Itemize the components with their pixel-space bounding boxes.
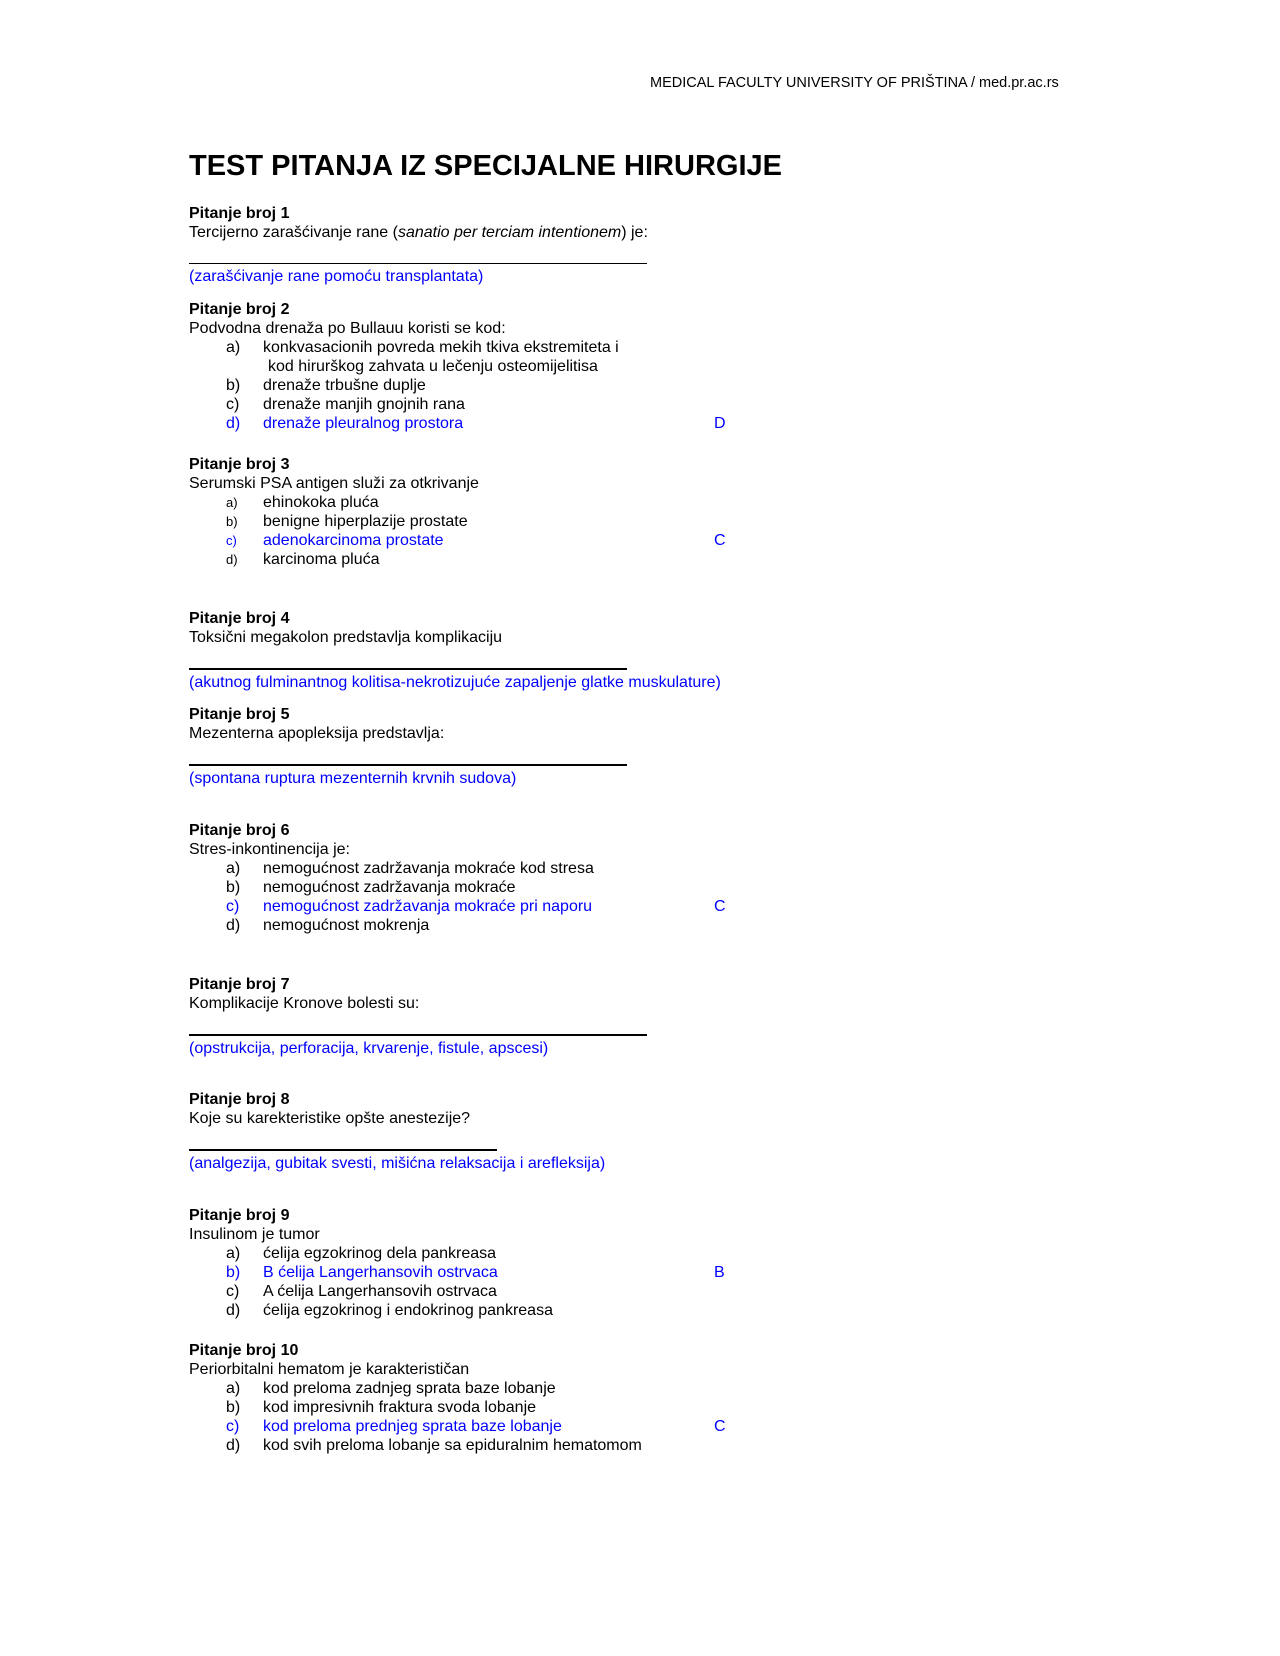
question-title: Pitanje broj 9 [189,1207,290,1224]
question-text: Koje su karekteristike opšte anestezije? [189,1110,471,1127]
option-b: b) B ćelija Langerhansovih ostrvaca B [226,1264,725,1281]
option-d: d) nemogućnost mokrenja [226,917,430,934]
question-text: Stres-inkontinencija je: [189,841,350,858]
option-c: c) adenokarcinoma prostate C [226,532,726,549]
question-text: Mezenterna apopleksija predstavlja: [189,725,445,742]
answer-blank-line [189,668,627,670]
question-3 [189,455,1089,569]
option-d: d) ćelija egzokrinog i endokrinog pankreasa [226,1302,553,1319]
option-d: d) kod svih preloma lobanje sa epiduralnim hematomom [226,1437,642,1454]
answer-key: D [714,415,726,432]
option-c: c) drenaže manjih gnojnih rana [226,396,465,413]
question-title: Pitanje broj 4 [189,610,290,627]
answer-key: C [714,898,726,915]
question-text: Insulinom je tumor [189,1226,320,1243]
question-title: Pitanje broj 1 [189,205,290,222]
answer-text: (analgezija, gubitak svesti, mišićna relaksacija i arefleksija) [189,1155,606,1172]
question-text: Tercijerno zarašćivanje rane (sanatio per terciam intentionem) je: [189,224,648,241]
option-c: c) kod preloma prednjeg sprata baze lobanje C [226,1418,726,1435]
question-8 [189,1090,1089,1173]
question-1 [189,204,1089,286]
option-a: a) ćelija egzokrinog dela pankreasa [226,1245,497,1262]
question-4 [189,609,1089,692]
question-10 [189,1341,1089,1455]
question-text: Komplikacije Kronove bolesti su: [189,995,420,1012]
option-c: c) A ćelija Langerhansovih ostrvaca [226,1283,497,1300]
option-c: c) nemogućnost zadržavanja mokraće pri naporu C [226,898,726,915]
option-b: b) benigne hiperplazije prostate [226,513,468,530]
answer-text: (zarašćivanje rane pomoću transplantata) [189,268,484,285]
question-title: Pitanje broj 10 [189,1342,299,1359]
option-b: b) kod impresivnih fraktura svoda lobanje [226,1399,537,1416]
answer-blank-line [189,263,647,264]
answer-text: (akutnog fulminantnog kolitisa-nekrotizujuće zapaljenje glatke muskulature) [189,674,721,691]
answer-key: C [714,532,726,549]
answer-text: (opstrukcija, perforacija, krvarenje, fistule, apscesi) [189,1040,549,1057]
answer-text: (spontana ruptura mezenternih krvnih sudova) [189,770,517,787]
question-6 [189,821,1089,935]
option-a: a) kod preloma zadnjeg sprata baze lobanje [226,1380,556,1397]
answer-blank-line [189,1034,647,1036]
question-7 [189,975,1089,1058]
option-d: d) drenaže pleuralnog prostora D [226,415,726,432]
question-text: Serumski PSA antigen služi za otkrivanje [189,475,479,492]
option-a: a) ehinokoka pluća [226,494,379,511]
question-title: Pitanje broj 7 [189,976,290,993]
question-text: Podvodna drenaža po Bullauu koristi se kod: [189,320,506,337]
option-a-continuation: kod hirurškog zahvata u lečenju osteomijelitisa [268,358,598,375]
question-5 [189,705,1089,788]
answer-blank-line [189,764,627,766]
question-title: Pitanje broj 2 [189,301,290,318]
option-b: b) nemogućnost zadržavanja mokraće [226,879,516,896]
answer-key: B [714,1264,725,1281]
answer-blank-line [189,1149,497,1151]
question-2 [189,300,1089,433]
option-b: b) drenaže trbušne duplje [226,377,426,394]
option-a: a) konkvasacionih povreda mekih tkiva ekstremiteta i [226,339,619,356]
latin-term: sanatio per terciam intentionem [397,224,622,241]
question-text: Toksični megakolon predstavlja komplikaciju [189,629,503,646]
question-title: Pitanje broj 5 [189,706,290,723]
question-title: Pitanje broj 8 [189,1091,290,1108]
page-header: MEDICAL FACULTY UNIVERSITY OF PRIŠTINA / med.pr.ac.rs [650,75,1059,91]
question-title: Pitanje broj 3 [189,456,290,473]
page-title: TEST PITANJA IZ SPECIJALNE HIRURGIJE [189,150,782,182]
question-9 [189,1206,1089,1320]
option-a: a) nemogućnost zadržavanja mokraće kod stresa [226,860,594,877]
option-d: d) karcinoma pluća [226,551,380,568]
answer-key: C [714,1418,726,1435]
question-title: Pitanje broj 6 [189,822,290,839]
question-text: Periorbitalni hematom je karakterističan [189,1361,470,1378]
